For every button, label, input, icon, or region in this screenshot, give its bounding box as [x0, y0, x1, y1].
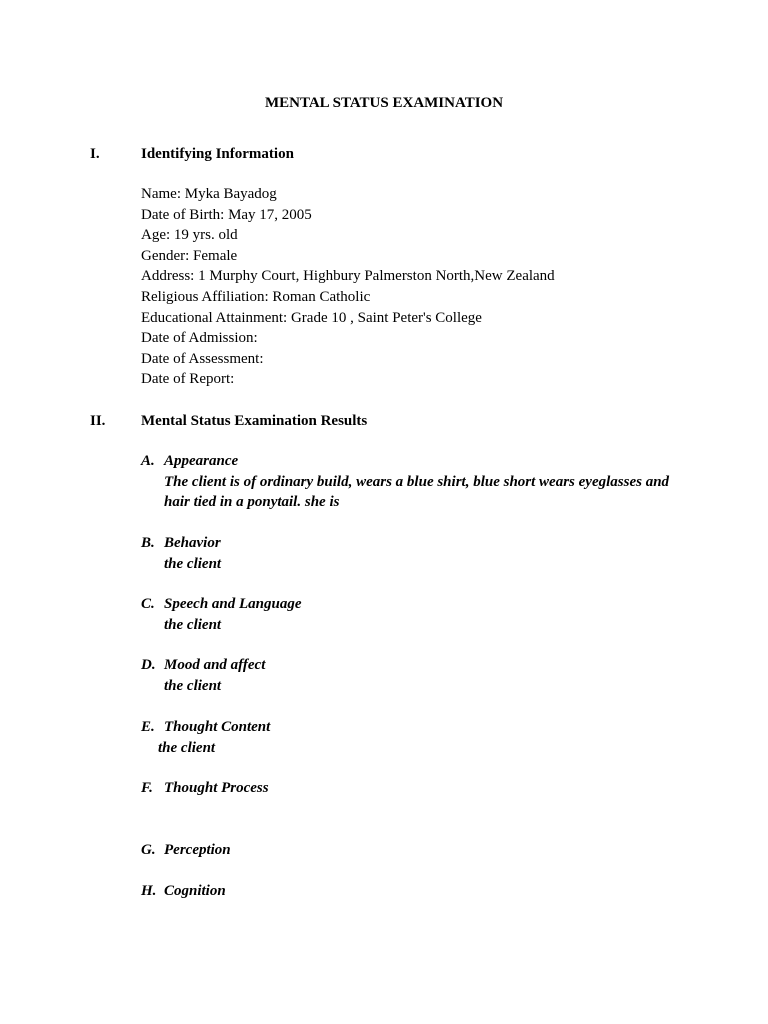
mse-item-speech-and-language: [141, 594, 694, 635]
item-label: Thought Process: [164, 780, 269, 796]
item-letter: F.: [141, 780, 153, 796]
mse-item-perception: [141, 840, 231, 861]
item-label: Appearance: [164, 453, 239, 469]
info-date-of-assessment: Date of Assessment:: [141, 350, 264, 367]
mse-item-mood-and-affect: [141, 655, 694, 696]
section-numeral: I.: [90, 146, 100, 162]
item-letter: B.: [141, 535, 155, 551]
mse-item-thought-content: [141, 717, 688, 758]
info-name: Name: Myka Bayadog: [141, 186, 277, 202]
item-label: Cognition: [164, 883, 226, 899]
item-label: Mood and affect: [164, 657, 266, 673]
item-text: the client: [158, 739, 216, 756]
info-address: Address: 1 Murphy Court, Highbury Palmerston North,New Zealand: [141, 268, 555, 285]
info-date-of-report: Date of Report:: [141, 371, 235, 388]
info-gender: Gender: Female: [141, 247, 238, 264]
section-heading-label: Identifying Information: [141, 146, 294, 162]
section-mse-results-heading: [90, 411, 367, 431]
section-numeral: II.: [90, 413, 106, 429]
mse-item-cognition: [141, 881, 226, 902]
item-label: Speech and Language: [164, 596, 302, 612]
section-identifying-information-heading: [90, 144, 294, 164]
item-label: Behavior: [164, 535, 221, 551]
item-letter: G.: [141, 842, 156, 858]
identifying-information-list: [141, 184, 555, 390]
item-letter: A.: [141, 453, 155, 469]
document-title: MENTAL STATUS EXAMINATION: [264, 95, 504, 111]
info-date-of-admission: Date of Admission:: [141, 330, 258, 347]
item-text: The client is of ordinary build, wears a blue shirt, blue short wears eyeglasses and hair tied in a ponytail. she is: [164, 473, 670, 511]
item-text: the client: [164, 677, 222, 694]
item-letter: H.: [141, 883, 157, 899]
info-date-of-birth: Date of Birth: May 17, 2005: [141, 206, 312, 223]
item-letter: D.: [141, 657, 156, 673]
item-letter: E.: [141, 719, 155, 735]
info-educational-attainment: Educational Attainment: Grade 10 , Saint Peter's College: [141, 309, 482, 326]
info-age: Age: 19 yrs. old: [141, 227, 238, 244]
mse-item-appearance: [141, 451, 694, 513]
mse-item-thought-process: [141, 778, 269, 799]
info-religious-affiliation: Religious Affiliation: Roman Catholic: [141, 288, 371, 305]
item-label: Perception: [164, 842, 231, 858]
item-letter: C.: [141, 596, 155, 612]
item-text: the client: [164, 616, 222, 633]
mse-item-behavior: [141, 533, 694, 574]
item-label: Thought Content: [164, 719, 271, 735]
item-text: the client: [164, 555, 222, 572]
section-heading-label: Mental Status Examination Results: [141, 413, 368, 429]
